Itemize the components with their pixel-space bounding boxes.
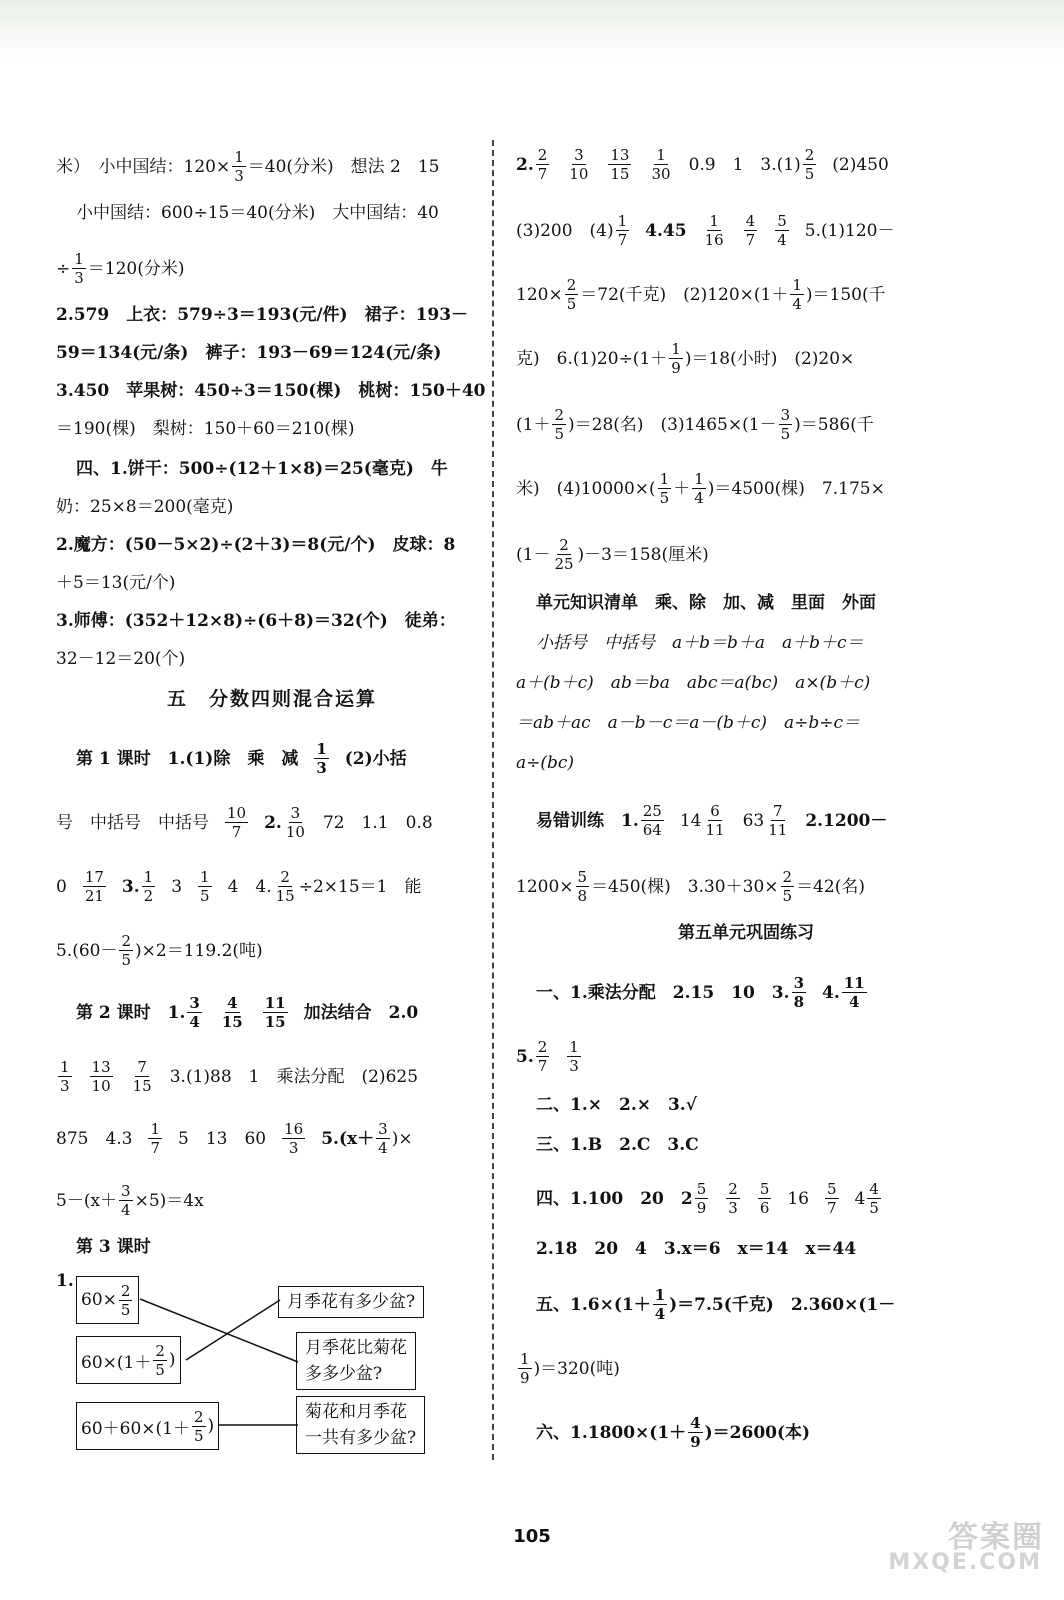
answer-line: a÷(bc): [516, 753, 575, 773]
fraction: $\frac{1}{4}$: [792, 276, 802, 313]
fraction: $\frac{25}{64}$: [642, 802, 662, 839]
answer-line: 3.师傅：(352＋12×8)÷(6＋8)＝32(个) 徒弟：: [56, 611, 456, 631]
answer-line: 32－12＝20(个): [56, 649, 186, 669]
answer-line: 2. $\frac{2}{7}$ $\frac{3}{10}$ $\frac{13}{15}$ $\frac{1}{30}$ 0.9 1 3.(1) $\frac{2}{5}$ (2)450: [516, 146, 889, 183]
answer-line: 0 $\frac{17}{21}$ 3. $\frac{1}{2}$ 3 $\frac{1}{5}$ 4 4. $\frac{2}{15}$ ÷2×15＝1 能: [56, 868, 422, 905]
page-number: 105: [513, 1526, 551, 1547]
answer-line: 奶：25×8＝200(毫克): [56, 497, 234, 517]
fraction: $\frac{6}{11}$: [705, 802, 725, 839]
answer-line: (3)200 (4) $\frac{1}{7}$ 4.45 $\frac{1}{16}$ $\frac{4}{7}$ $\frac{5}{4}$ 5.(1)120－: [516, 212, 895, 249]
answer-line: 1200× $\frac{5}{8}$ ＝450(棵) 3.30＋30× $\frac{2}{5}$ ＝42(名): [516, 868, 865, 905]
answer-line: 一、1.乘法分配 2.15 10 3. $\frac{3}{8}$ 4. $\frac{11}{4}$: [536, 974, 865, 1011]
match-line: [186, 1300, 280, 1360]
fraction: $\frac{1}{3}$: [234, 148, 244, 185]
fraction: $\frac{4}{5}$: [869, 1180, 879, 1217]
answer-line: 第 1 课时 1.(1)除 乘 减 $\frac{1}{3}$ (2)小括: [76, 740, 407, 777]
fraction: $\frac{7}{11}$: [768, 802, 788, 839]
answer-line: 二、1.× 2.× 3.√: [536, 1095, 697, 1115]
fraction: $\frac{3}{5}$: [780, 406, 791, 443]
fraction: $\frac{3}{8}$: [793, 974, 804, 1011]
fraction: $\frac{7}{15}$: [132, 1058, 152, 1095]
answer-line: ÷ $\frac{1}{3}$ ＝120(分米): [56, 250, 185, 287]
top-decorative-banner: [0, 0, 1064, 60]
fraction: $\frac{2}{3}$: [728, 1180, 738, 1217]
answer-line: 2.魔方：(50－5×2)÷(2＋3)＝8(元/个) 皮球：8: [56, 535, 456, 555]
fraction: $\frac{3}{10}$: [285, 804, 305, 841]
answer-line: (1＋ $\frac{2}{5}$ )＝28(名) (3)1465×(1－ $\frac{3}{5}$ )＝586(千: [516, 406, 874, 443]
fraction: $\frac{2}{5}$: [804, 146, 815, 183]
fraction: $\frac{3}{4}$: [189, 994, 200, 1031]
fraction: $\frac{1}{7}$: [150, 1120, 161, 1157]
fraction: $\frac{2}{5}$: [120, 1281, 131, 1319]
fraction: $\frac{1}{30}$: [651, 146, 671, 183]
answer-line: 59＝134(元/条) 裤子：193－69＝124(元/条): [56, 343, 442, 363]
fraction: $\frac{11}{15}$: [264, 994, 286, 1031]
fraction: $\frac{16}{3}$: [284, 1120, 304, 1157]
answer-line: 小中国结：600÷15＝40(分米) 大中国结：40: [76, 203, 439, 223]
answer-line: 5.(60－ $\frac{2}{5}$ )×2＝119.2(吨): [56, 932, 263, 969]
answer-line: a＋(b＋c) ab＝ba abc＝a(bc) a×(b＋c): [516, 673, 871, 693]
fraction: $\frac{1}{4}$: [654, 1286, 666, 1323]
fraction: $\frac{2}{25}$: [554, 536, 574, 573]
answer-line: $\frac{1}{3}$ $\frac{13}{10}$ $\frac{7}{15}$ 3.(1)88 1 乘法分配 (2)625: [60, 1058, 419, 1095]
fraction: $\frac{1}{9}$: [520, 1350, 530, 1387]
answer-line: 克) 6.(1)20÷(1＋ $\frac{1}{9}$ )＝18(小时) (2)20×: [516, 340, 855, 377]
question-box: 月季花有多少盆?: [278, 1286, 424, 1318]
fraction: $\frac{3}{4}$: [378, 1120, 388, 1157]
answer-line: 875 4.3 $\frac{1}{7}$ 5 13 60 $\frac{16}{3}$ 5.(x＋ $\frac{3}{4}$ )×: [56, 1120, 413, 1157]
fraction: $\frac{2}{5}$: [554, 406, 564, 443]
fraction: $\frac{1}{7}$: [617, 212, 628, 249]
fraction: $\frac{2}{5}$: [155, 1341, 165, 1379]
fraction: $\frac{1}{3}$: [316, 740, 327, 777]
answer-line: 四、1.100 20 2 $\frac{5}{9}$ $\frac{2}{3}$ $\frac{5}{6}$ 16 $\frac{5}{7}$ 4 $\frac{4}{5}$: [536, 1180, 879, 1217]
answer-line: 米) (4)10000×( $\frac{1}{5}$ ＋ $\frac{1}{4}$ )＝4500(棵) 7.175×: [516, 470, 885, 507]
fraction: $\frac{2}{5}$: [566, 276, 577, 313]
expression-box: 60×(1＋ $\frac{2}{5}$ ): [76, 1336, 181, 1384]
fraction: $\frac{2}{5}$: [193, 1407, 204, 1445]
watermark-url: MXQE.COM: [888, 1550, 1042, 1575]
fraction: $\frac{2}{5}$: [121, 932, 132, 969]
answer-line: 2.579 上衣：579÷3＝193(元/件) 裙子：193－: [56, 305, 469, 325]
answer-line: 五、1.6×(1＋ $\frac{1}{4}$ )＝7.5(千克) 2.360×(1－: [536, 1286, 896, 1323]
answer-line: 易错训练 1. $\frac{25}{64}$ 14 $\frac{6}{11}$ 63 $\frac{7}{11}$ 2.1200－: [536, 802, 888, 839]
answer-line: ＝190(棵) 梨树：150＋60＝210(棵): [56, 419, 355, 439]
fraction: $\frac{1}{16}$: [704, 212, 724, 249]
answer-line: $\frac{1}{9}$ )＝320(吨): [520, 1350, 620, 1387]
fraction: $\frac{2}{7}$: [537, 1038, 548, 1075]
expression-box: 60＋60×(1＋ $\frac{2}{5}$ ): [76, 1402, 219, 1450]
fraction: $\frac{10}{7}$: [227, 804, 247, 841]
watermark-logo: 答案圈: [948, 1520, 1044, 1555]
match-line: [140, 1299, 298, 1362]
fraction: $\frac{13}{10}$: [91, 1058, 111, 1095]
fraction: $\frac{13}{15}$: [610, 146, 630, 183]
fraction: $\frac{11}{4}$: [843, 974, 865, 1011]
fraction: $\frac{3}{10}$: [569, 146, 589, 183]
answer-line: 5－(x＋ $\frac{3}{4}$ ×5)＝4x: [56, 1182, 204, 1219]
answer-line: 米） 小中国结：120× $\frac{1}{3}$ ＝40(分米) 想法 2 15: [56, 148, 440, 185]
answer-line: 号 中括号 中括号 $\frac{10}{7}$ 2. $\frac{3}{10}$ 72 1.1 0.8: [56, 804, 433, 841]
fraction: $\frac{1}{5}$: [659, 470, 670, 507]
column-divider: [492, 140, 494, 1460]
matching-lines: [56, 1270, 488, 1470]
answer-line: 六、1.1800×(1＋ $\frac{4}{9}$ )＝2600(本): [536, 1414, 811, 1451]
answer-line: 四、1.饼干：500÷(12＋1×8)＝25(毫克) 牛: [76, 459, 448, 479]
fraction: $\frac{1}{3}$: [74, 250, 84, 287]
question-box: 月季花比菊花 多多少盆?: [296, 1332, 416, 1390]
fraction: $\frac{5}{9}$: [696, 1180, 707, 1217]
fraction: $\frac{1}{3}$: [60, 1058, 70, 1095]
answer-line: 3.450 苹果树：450÷3＝150(棵) 桃树：150＋40: [56, 381, 486, 401]
section-title: 五 分数四则混合运算: [166, 688, 377, 710]
fraction: $\frac{1}{9}$: [671, 340, 681, 377]
question-box: 菊花和月季花 一共有多少盆?: [296, 1396, 425, 1454]
fraction: $\frac{17}{21}$: [84, 868, 104, 905]
answer-line: (1－ $\frac{2}{25}$ )－3＝158(厘米): [516, 536, 709, 573]
answer-line: 小括号 中括号 a＋b＝b＋a a＋b＋c＝: [536, 633, 864, 653]
fraction: $\frac{2}{7}$: [537, 146, 548, 183]
fraction: $\frac{4}{15}$: [221, 994, 243, 1031]
fraction: $\frac{1}{5}$: [200, 868, 210, 905]
fraction: $\frac{1}{2}$: [143, 868, 154, 905]
fraction: $\frac{5}{4}$: [777, 212, 787, 249]
fraction: $\frac{1}{4}$: [694, 470, 704, 507]
answer-line: 三、1.B 2.C 3.C: [536, 1135, 699, 1155]
fraction: $\frac{5}{7}$: [827, 1180, 837, 1217]
section-subtitle: 第五单元巩固练习: [678, 923, 814, 943]
fraction: $\frac{3}{4}$: [121, 1182, 131, 1219]
answer-line: 第 3 课时: [76, 1237, 151, 1257]
answer-line: 2.18 20 4 3.x＝6 x＝14 x＝44: [536, 1239, 857, 1259]
answer-line: ＋5＝13(元/个): [56, 573, 176, 593]
answer-line: 单元知识清单 乘、除 加、减 里面 外面: [536, 593, 876, 613]
answer-line: 5. $\frac{2}{7}$ $\frac{1}{3}$: [516, 1038, 579, 1075]
answer-line: 120× $\frac{2}{5}$ ＝72(千克) (2)120×(1＋ $\frac{1}{4}$ )＝150(千: [516, 276, 886, 313]
fraction: $\frac{5}{6}$: [759, 1180, 770, 1217]
fraction: $\frac{5}{8}$: [577, 868, 588, 905]
answer-line: 第 2 课时 1. $\frac{3}{4}$ $\frac{4}{15}$ $\frac{11}{15}$ 加法结合 2.0: [76, 994, 419, 1031]
fraction: $\frac{4}{7}$: [745, 212, 756, 249]
fraction: $\frac{2}{15}$: [275, 868, 295, 905]
question-number: 1.: [56, 1271, 74, 1291]
fraction: $\frac{4}{9}$: [690, 1414, 701, 1451]
expression-box: 60× $\frac{2}{5}$: [76, 1276, 139, 1324]
fraction: $\frac{2}{5}$: [782, 868, 793, 905]
answer-line: ＝ab＋ac a－b－c＝a－(b＋c) a÷b÷c＝: [516, 713, 861, 733]
fraction: $\frac{1}{3}$: [569, 1038, 579, 1075]
